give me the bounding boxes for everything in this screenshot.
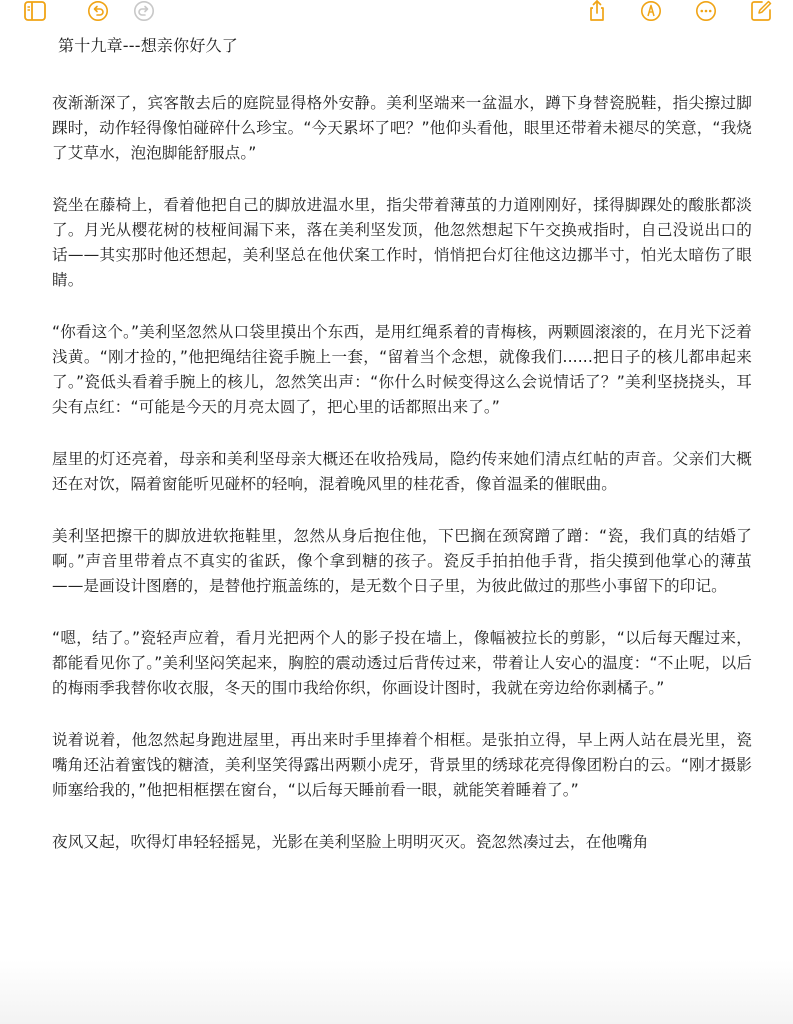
sidebar-icon [23, 0, 47, 22]
paragraph: “你看这个。”美利坚忽然从口袋里摸出个东西，是用红绳系着的青梅核，两颗圆滚滚的，在月光下泛着浅黄。“刚才捡的，”他把绳结往瓷手腕上一套，“留着当个念想，就像我们......把日子的核儿都串起来了。”瓷低头看着手腕上的核儿，忽然笑出声：“你什么时候变得这么会说情话了？”美利坚挠挠头，耳尖有点红：“可能是今天的月亮太圆了，把心里的话都照出来了。” [52, 323, 752, 416]
paragraph: 夜渐渐深了，宾客散去后的庭院显得格外安静。美利坚端来一盆温水，蹲下身替瓷脱鞋，指尖擦过脚踝时，动作轻得像怕碰碎什么珍宝。“今天累坏了吧？”他仰头看他，眼里还带着未褪尽的笑意，“我烧了艾草水，泡泡脚能舒服点。” [52, 94, 752, 162]
document-body[interactable] [52, 34, 752, 855]
markup-button[interactable] [638, 0, 664, 24]
undo-icon [87, 0, 109, 22]
share-icon [586, 0, 608, 23]
more-button[interactable] [693, 0, 719, 24]
more-icon [695, 0, 717, 22]
bottom-fade-overlay [0, 960, 793, 1024]
compose-button[interactable] [748, 0, 774, 24]
sidebar-toggle-button[interactable] [22, 0, 48, 24]
redo-icon [133, 0, 155, 22]
paragraph: 说着说着，他忽然起身跑进屋里，再出来时手里捧着个相框。是张拍立得，早上两人站在晨光里，瓷嘴角还沾着蜜饯的糖渣，美利坚笑得露出两颗小虎牙，背景里的绣球花亮得像团粉白的云。“刚才摄影师塞给我的，”他把相框摆在窗台，“以后每天睡前看一眼，就能笑着睡着了。” [52, 731, 752, 799]
toolbar [0, 0, 793, 26]
paragraph: 屋里的灯还亮着，母亲和美利坚母亲大概还在收拾残局，隐约传来她们清点红帖的声音。父亲们大概还在对饮，隔着窗能听见碰杯的轻响，混着晚风里的桂花香，像首温柔的催眠曲。 [52, 450, 752, 493]
paragraph: “嗯，结了。”瓷轻声应着，看月光把两个人的影子投在墙上，像幅被拉长的剪影，“以后每天醒过来，都能看见你了。”美利坚闷笑起来，胸腔的震动透过后背传过来，带着让人安心的温度：“不止呢，以后的梅雨季我替你收衣服，冬天的围巾我给你织，你画设计图时，我就在旁边给你剥橘子。” [52, 629, 752, 697]
redo-button[interactable] [131, 0, 157, 24]
chapter-title: 第十九章---想亲你好久了 [58, 36, 238, 55]
paragraph: 夜风又起，吹得灯串轻轻摇晃，光影在美利坚脸上明明灭灭。瓷忽然凑过去，在他嘴角 [52, 833, 649, 851]
undo-button[interactable] [85, 0, 111, 24]
markup-pen-icon [640, 0, 662, 22]
compose-icon [749, 0, 773, 23]
paragraph: 瓷坐在藤椅上，看着他把自己的脚放进温水里，指尖带着薄茧的力道刚刚好，揉得脚踝处的酸胀都淡了。月光从樱花树的枝桠间漏下来，落在美利坚发顶，他忽然想起下午交换戒指时，自己没说出口的话——其实那时他还想起，美利坚总在他伏案工作时，悄悄把台灯往他这边挪半寸，怕光太暗伤了眼睛。 [52, 196, 752, 289]
share-button[interactable] [584, 0, 610, 24]
paragraph: 美利坚把擦干的脚放进软拖鞋里，忽然从身后抱住他，下巴搁在颈窝蹭了蹭：“瓷，我们真的结婚了啊。”声音里带着点不真实的雀跃，像个拿到糖的孩子。瓷反手拍拍他手背，指尖摸到他掌心的薄茧——是画设计图磨的，是替他拧瓶盖练的，是无数个日子里，为彼此做过的那些小事留下的印记。 [52, 527, 752, 595]
